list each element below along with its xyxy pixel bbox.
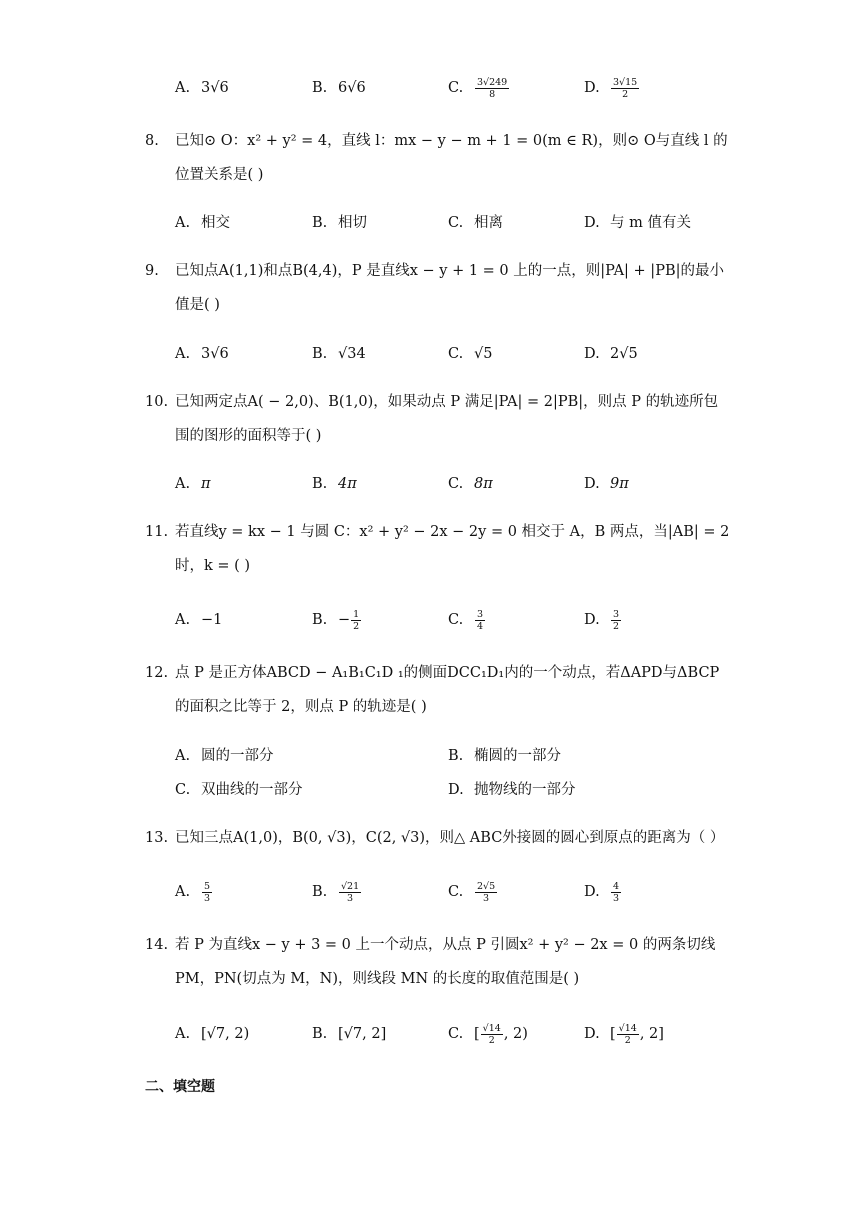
q13-option-a: A. $\frac{5}{3}$ (175, 880, 211, 904)
fraction: $\frac{√21}{3}$ (341, 880, 360, 904)
q10-stem-line1: 已知两定点A( − 2,0)、B(1,0)，如果动点 P 满足|PA| = 2|PB|，则点 P 的轨迹所包 (175, 394, 719, 410)
q7-option-a: A. 3√6 (175, 80, 229, 96)
q14-option-b: B. [√7, 2] (312, 1026, 387, 1042)
q13-option-c: C. $\frac{2√5}{3}$ (448, 880, 496, 904)
q10-stem-line2: 围的图形的面积等于( ) (175, 428, 322, 444)
q7-options (0, 70, 860, 106)
section-heading-fill-in: 二、填空题 (145, 1079, 215, 1095)
q14-stem-line2: PM，PN(切点为 M，N)，则线段 MN 的长度的取值范围是( ) (175, 971, 580, 987)
q11-stem-line2: 时，k = ( ) (175, 558, 251, 574)
q8-stem-line2: 位置关系是( ) (175, 167, 264, 183)
q9-option-c: C. √5 (448, 346, 493, 362)
q8-options (0, 205, 860, 241)
q12-option-d: D. 抛物线的一部分 (448, 782, 576, 798)
q11-option-c: C. $\frac{3}{4}$ (448, 608, 484, 632)
fraction: $\frac{3}{4}$ (477, 608, 484, 632)
fraction: $\frac{√14}{2}$ (482, 1022, 501, 1046)
q8-option-d: D. 与 m 值有关 (584, 215, 691, 231)
q14-option-c: C. [ $\frac{√14}{2}$ , 2) (448, 1022, 528, 1046)
q9-option-d: D. 2√5 (584, 346, 638, 362)
q7-option-b: B. 6√6 (312, 80, 366, 96)
q11-option-b: B. − $\frac{1}{2}$ (312, 608, 360, 632)
q14-options (0, 1016, 860, 1052)
q14-number: 14. (145, 937, 169, 953)
q13-number: 13. (145, 830, 169, 846)
q12-stem-line2: 的面积之比等于 2，则点 P 的轨迹是( ) (175, 699, 427, 715)
q12-option-b: B. 椭圆的一部分 (448, 748, 561, 764)
q10-option-b: B. 4π (312, 476, 357, 492)
q11-options (0, 602, 860, 638)
q12-option-c: C. 双曲线的一部分 (175, 782, 303, 798)
q9-option-a: A. 3√6 (175, 346, 229, 362)
q14-stem-line1: 若 P 为直线x − y + 3 = 0 上一个动点，从点 P 引圆x² + y² − 2x = 0 的两条切线 (175, 937, 716, 953)
q7-option-c: C. $\frac{3√249}{8}$ (448, 76, 508, 100)
q9-options (0, 336, 860, 372)
q11-option-d: D. $\frac{3}{2}$ (584, 608, 620, 632)
fraction: $\frac{3}{2}$ (613, 608, 620, 632)
q9-number: 9. (145, 263, 159, 279)
q9-option-b: B. √34 (312, 346, 366, 362)
q10-option-c: C. 8π (448, 476, 493, 492)
fraction: $\frac{1}{2}$ (353, 608, 360, 632)
q14-option-d: D. [ $\frac{√14}{2}$ , 2] (584, 1022, 664, 1046)
q8-stem-line1: 已知⊙ O：x² + y² = 4，直线 l：mx − y − m + 1 = 0(m ∈ R)，则⊙ O与直线 l 的 (175, 133, 728, 149)
q8-option-c: C. 相离 (448, 215, 503, 231)
q13-option-b: B. $\frac{√21}{3}$ (312, 880, 360, 904)
q12-options-row1 (0, 738, 860, 774)
q8-number: 8. (145, 133, 159, 149)
fraction: $\frac{4}{3}$ (613, 880, 620, 904)
q10-option-d: D. 9π (584, 476, 629, 492)
q13-option-d: D. $\frac{4}{3}$ (584, 880, 620, 904)
q9-stem-line1: 已知点A(1,1)和点B(4,4)，P 是直线x − y + 1 = 0 上的一点，则|PA| + |PB|的最小 (175, 263, 724, 279)
q11-option-a: A. −1 (175, 612, 223, 628)
q11-number: 11. (145, 524, 169, 540)
q12-stem-line1: 点 P 是正方体ABCD − A₁B₁C₁D ₁的侧面DCC₁D₁内的一个动点，若ΔAPD与ΔBCP (175, 665, 720, 681)
q9-stem-line2: 值是( ) (175, 297, 220, 313)
q14-option-a: A. [√7, 2) (175, 1026, 250, 1042)
q12-number: 12. (145, 665, 169, 681)
q10-number: 10. (145, 394, 169, 410)
q7-option-d: D. $\frac{3√15}{2}$ (584, 76, 638, 100)
q10-options (0, 466, 860, 502)
q13-stem-line1: 已知三点A(1,0)，B(0, √3)，C(2, √3)，则△ ABC外接圆的圆心到原点的距离为（ ） (175, 830, 725, 846)
fraction: $\frac{3√249}{8}$ (477, 76, 508, 100)
q8-option-b: B. 相切 (312, 215, 367, 231)
q12-option-a: A. 圆的一部分 (175, 748, 274, 764)
fraction: $\frac{√14}{2}$ (618, 1022, 637, 1046)
q13-options (0, 874, 860, 910)
q8-option-a: A. 相交 (175, 215, 230, 231)
q12-options-row2 (0, 772, 860, 808)
fraction: $\frac{3√15}{2}$ (613, 76, 638, 100)
fraction: $\frac{2√5}{3}$ (477, 880, 496, 904)
q11-stem-line1: 若直线y = kx − 1 与圆 C：x² + y² − 2x − 2y = 0 相交于 A，B 两点，当|AB| = 2 (175, 524, 730, 540)
q10-option-a: A. π (175, 476, 211, 492)
fraction: $\frac{5}{3}$ (204, 880, 211, 904)
